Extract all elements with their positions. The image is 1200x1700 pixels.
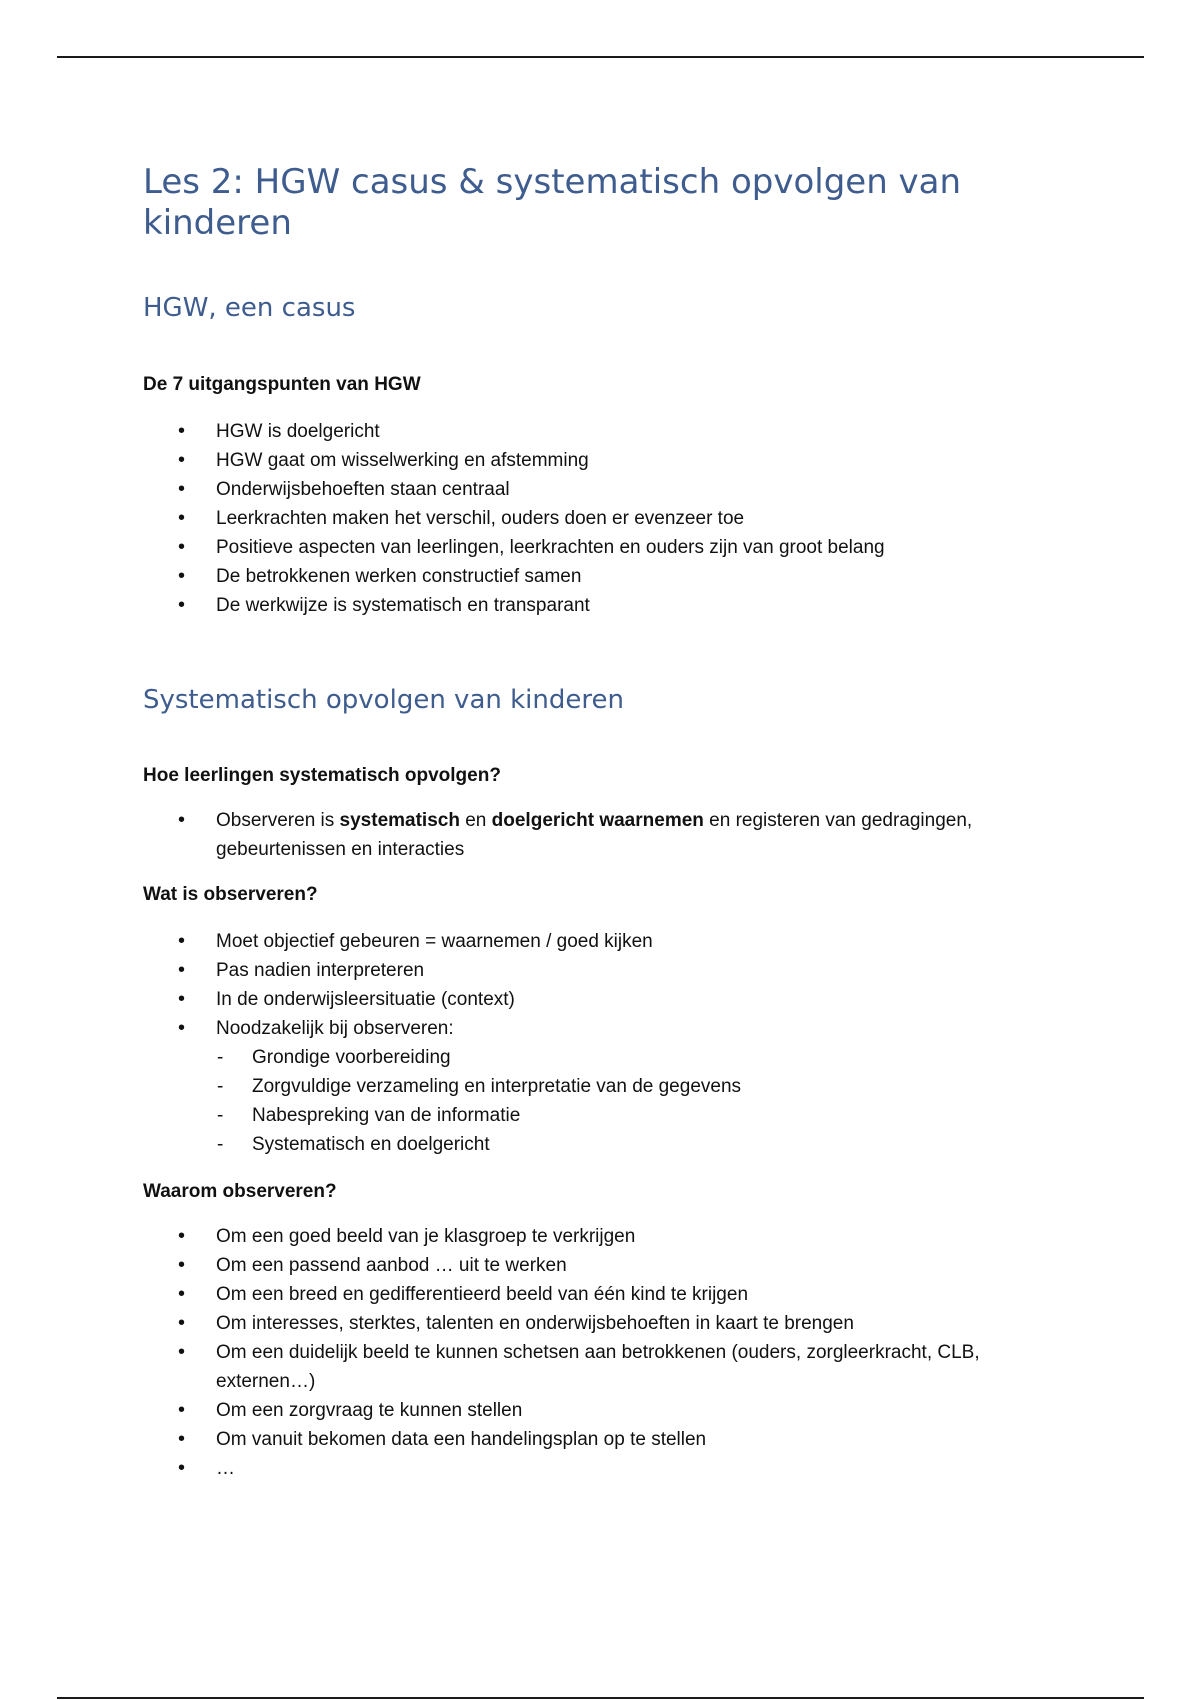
list-item: • Om interesses, sterktes, talenten en onderwijsbehoeften in kaart te brengen — [143, 1309, 1043, 1338]
list-hoe-opvolgen — [143, 806, 1043, 864]
sublist-item: - Nabespreking van de informatie — [216, 1101, 1063, 1130]
list-item: • De betrokkenen werken constructief samen — [143, 562, 1063, 591]
list-item: • Onderwijsbehoeften staan centraal — [143, 475, 1063, 504]
label-waarom-observeren: Waarom observeren? — [143, 1181, 337, 1202]
text-part: en — [459, 810, 492, 831]
sublist-item: - Grondige voorbereiding — [216, 1043, 1063, 1072]
list-item: • Om een breed en gedifferentieerd beeld van één kind te krijgen — [143, 1280, 1043, 1309]
list-item-text: Noodzakelijk bij observeren: — [216, 1018, 454, 1039]
list-item: • HGW is doelgericht — [143, 417, 1063, 446]
document-title: Les 2: HGW casus & systematisch opvolgen van kinderen — [143, 162, 962, 243]
list-item: • Om een duidelijk beeld te kunnen schetsen aan betrokkenen (ouders, zorgleerkracht, CLB, externen…) — [143, 1338, 1043, 1396]
label-hoe-opvolgen: Hoe leerlingen systematisch opvolgen? — [143, 765, 501, 786]
list-item: • De werkwijze is systematisch en transparant — [143, 591, 1063, 620]
list-item — [143, 1014, 1063, 1159]
list-item: • … — [143, 1454, 1043, 1483]
list-item: • Om vanuit bekomen data een handelingsplan op te stellen — [143, 1425, 1043, 1454]
list-wat-is-observeren — [143, 927, 1063, 1159]
footer-rule — [57, 1697, 1144, 1699]
text-part: en registeren van gedragingen, gebeurtenissen en interacties — [216, 810, 973, 860]
list-item: • Positieve aspecten van leerlingen, leerkrachten en ouders zijn van groot belang — [143, 533, 1063, 562]
list-item: • In de onderwijsleersituatie (context) — [143, 985, 1063, 1014]
list-item: • Moet objectief gebeuren = waarnemen / goed kijken — [143, 927, 1063, 956]
label-uitgangspunten: De 7 uitgangspunten van HGW — [143, 374, 421, 395]
sublist-item: - Zorgvuldige verzameling en interpretatie van de gegevens — [216, 1072, 1063, 1101]
list-item: • Om een passend aanbod … uit te werken — [143, 1251, 1043, 1280]
label-wat-is-observeren: Wat is observeren? — [143, 884, 318, 905]
list-uitgangspunten — [143, 417, 1063, 620]
list-item: • Om een zorgvraag te kunnen stellen — [143, 1396, 1043, 1425]
list-item: • Om een goed beeld van je klasgroep te verkrijgen — [143, 1222, 1043, 1251]
heading-hgw-casus: HGW, een casus — [143, 293, 356, 323]
list-item: • HGW gaat om wisselwerking en afstemming — [143, 446, 1063, 475]
list-item — [143, 806, 1043, 864]
header-rule — [57, 56, 1144, 58]
emphasis-doelgericht: doelgericht waarnemen — [491, 810, 704, 831]
list-waarom-observeren — [143, 1222, 1043, 1483]
emphasis-systematisch: systematisch — [339, 810, 460, 831]
sublist-noodzakelijk — [216, 1043, 1063, 1159]
sublist-item: - Systematisch en doelgericht — [216, 1130, 1063, 1159]
heading-systematisch-opvolgen: Systematisch opvolgen van kinderen — [143, 685, 624, 715]
list-item: • Leerkrachten maken het verschil, ouders doen er evenzeer toe — [143, 504, 1063, 533]
text-part: Observeren is — [216, 810, 340, 831]
list-item: • Pas nadien interpreteren — [143, 956, 1063, 985]
